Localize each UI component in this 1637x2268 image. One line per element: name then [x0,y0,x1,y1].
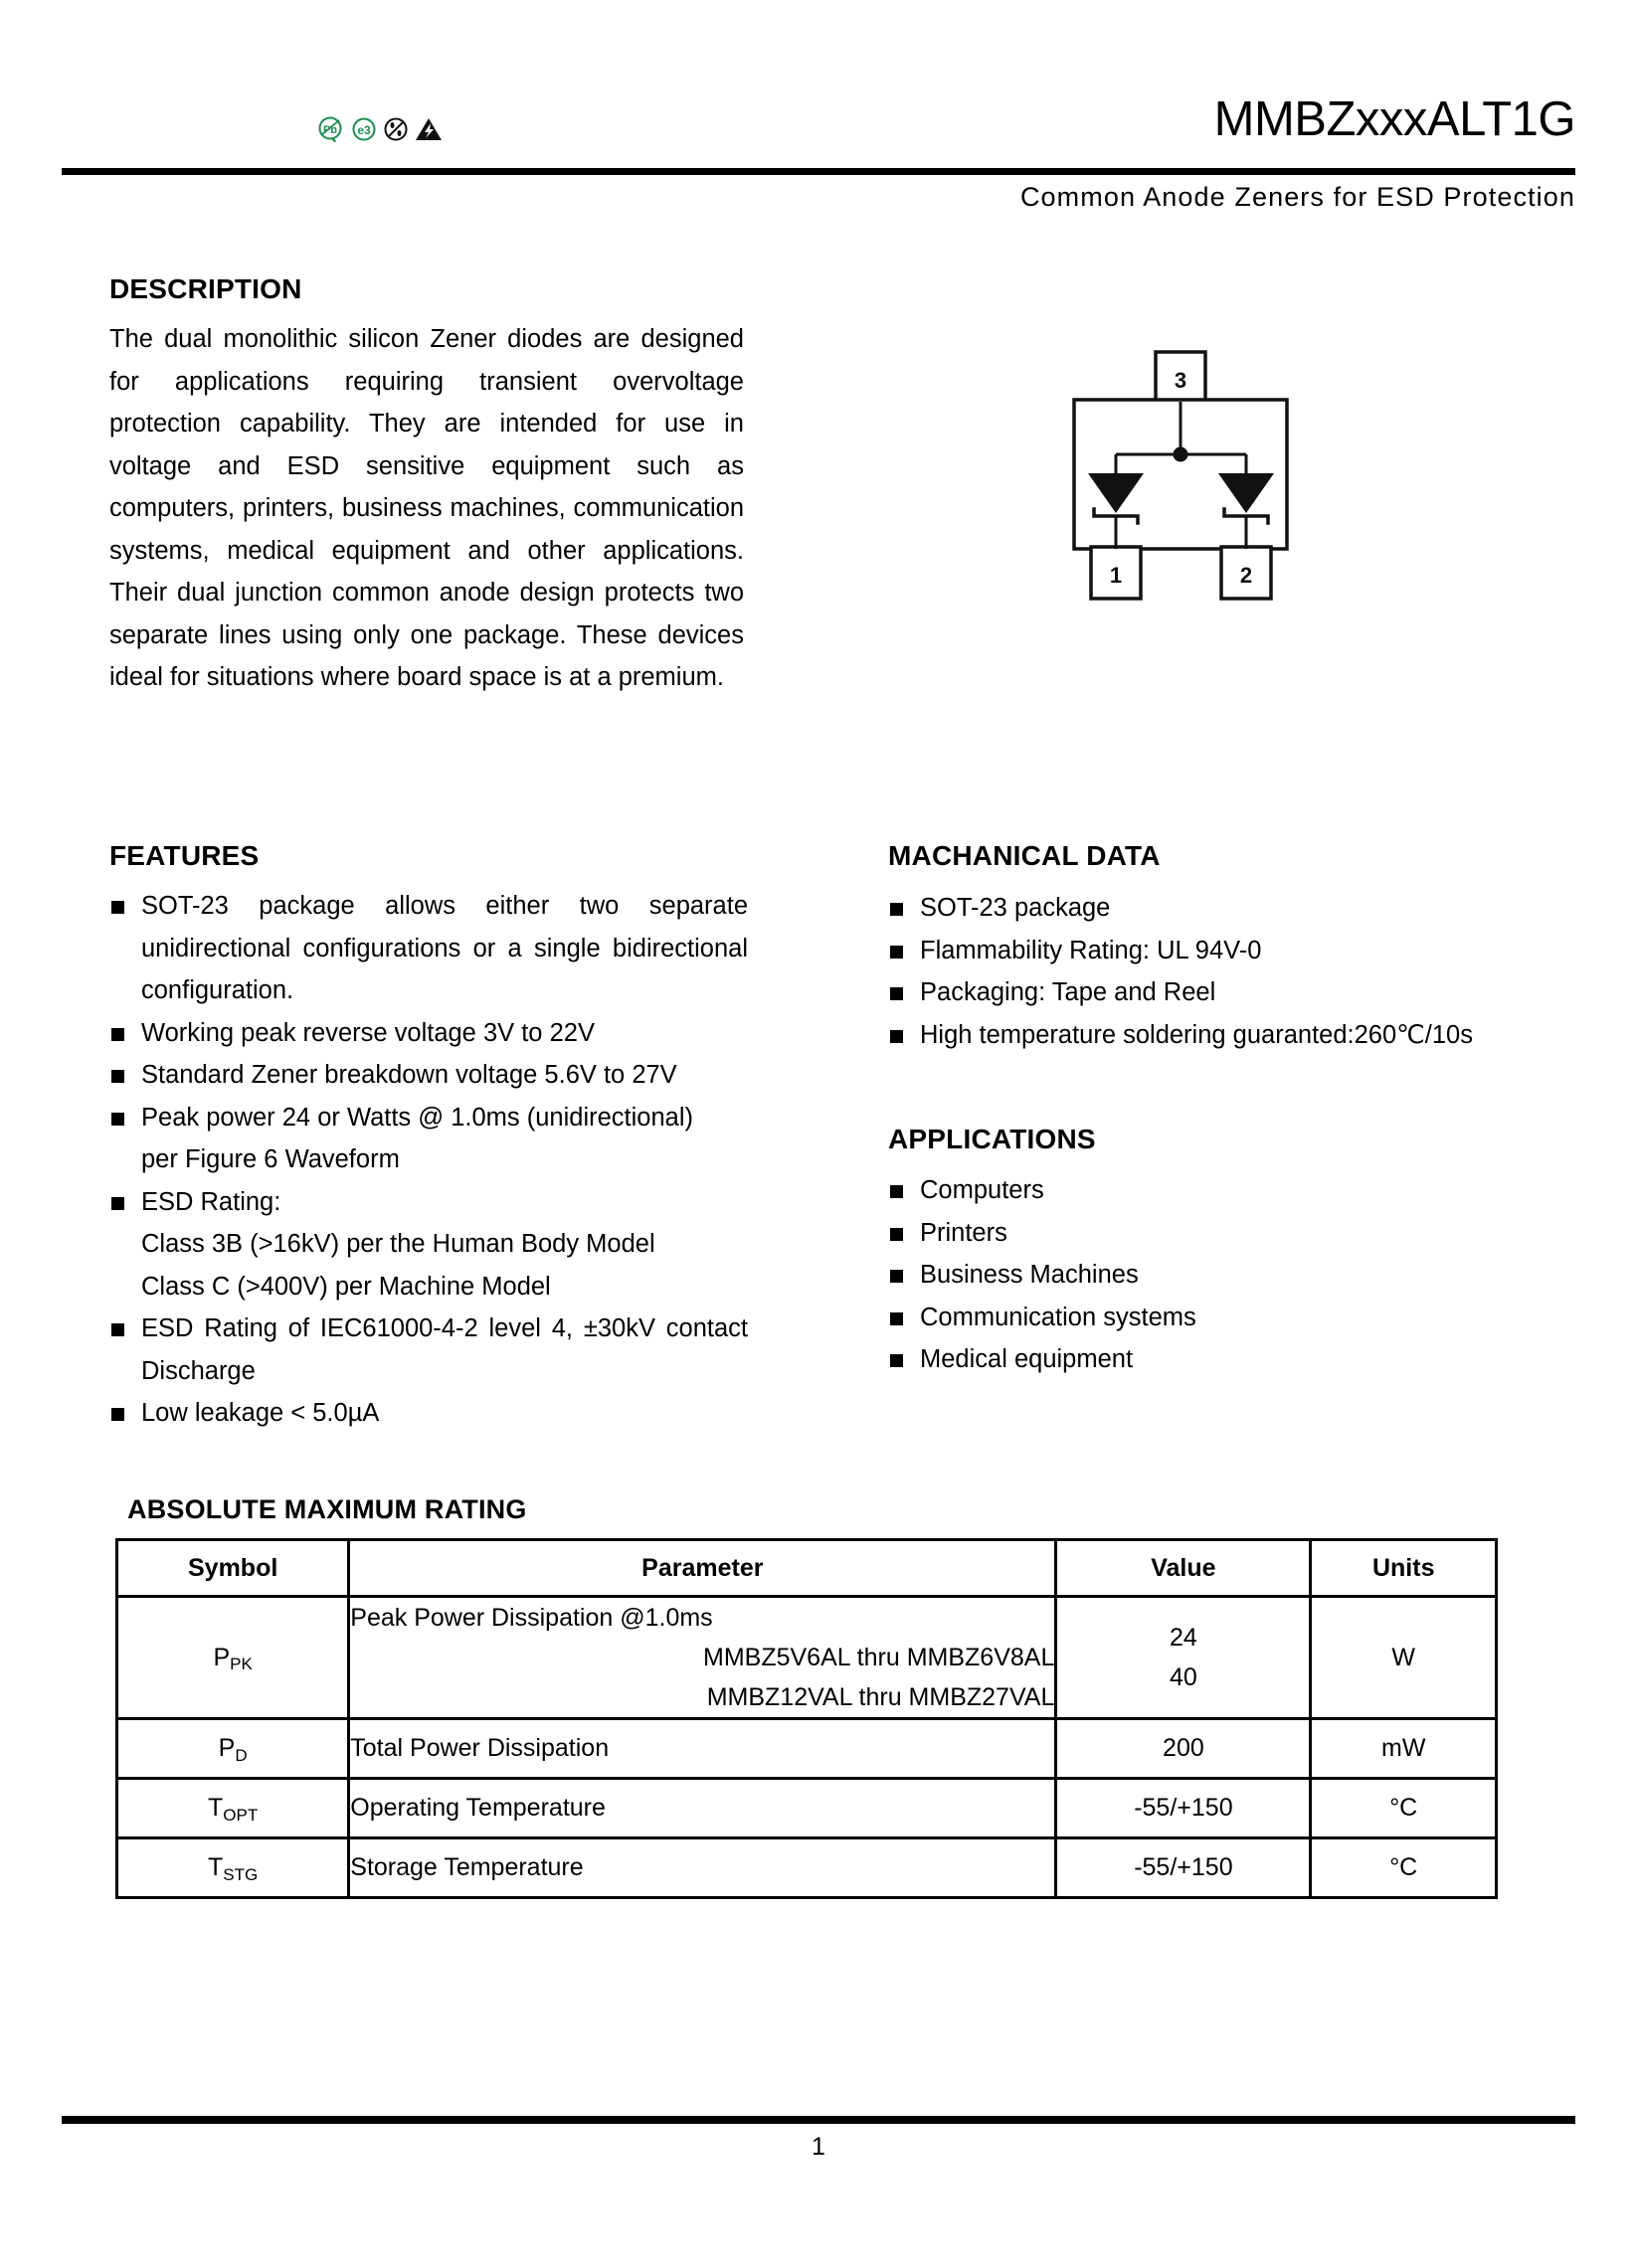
cell-units: W [1311,1597,1497,1719]
footer-divider [62,2116,1575,2124]
bullet-square-icon [890,1354,903,1367]
bullet-square-icon [890,1270,903,1283]
feature-item [109,1181,748,1308]
halogen-free-icon [382,115,410,145]
feature-item-line: Class 3B (>16kV) per the Human Body Model [141,1230,655,1258]
page-number: 1 [812,2133,825,2161]
bullet-square-icon [111,1197,124,1210]
column-header-symbol: Symbol [117,1540,349,1597]
application-item [888,1169,1425,1212]
table-row [117,1779,1497,1838]
application-item-label: Printers [920,1218,1007,1247]
bullet-square-icon [890,946,903,959]
cell-symbol: $P_{PK}$ [117,1597,349,1719]
applications-list [888,1169,1425,1381]
mechanical-item [888,971,1545,1014]
cell-value [1056,1597,1311,1719]
bullet-square-icon [890,987,903,1000]
feature-item [109,1097,748,1181]
cell-units: mW [1311,1719,1497,1779]
mechanical-item-label: SOT-23 package [920,894,1111,922]
header-divider [62,168,1575,175]
mechanical-item [888,887,1545,930]
cell-parameter: Storage Temperature [349,1838,1056,1898]
column-header-value: Value [1056,1540,1311,1597]
pb-free-icon [316,115,346,145]
cell-parameter: Operating Temperature [349,1779,1056,1838]
part-number-title: MMBZxxxALT1G [1213,92,1575,146]
application-item [888,1338,1425,1381]
rating-table-heading: ABSOLUTE MAXIMUM RATING [127,1494,527,1524]
cell-symbol: $T_{OPT}$ [117,1779,349,1838]
application-item-label: Medical equipment [920,1345,1134,1373]
cell-symbol: $T_{STG}$ [117,1838,349,1898]
features-list [109,885,748,1435]
table-row [117,1597,1497,1719]
feature-item-line: Working peak reverse voltage 3V to 22V [141,1018,595,1047]
parameter-line: MMBZ5V6AL thru MMBZ6V8AL [703,1644,1055,1671]
svg-text:e3: e3 [357,123,371,137]
feature-item [109,1012,748,1055]
feature-item [109,1308,748,1392]
application-item [888,1297,1425,1339]
mechanical-item-label: Packaging: Tape and Reel [920,978,1216,1006]
feature-item-line: Standard Zener breakdown voltage 5.6V to 27V [141,1061,677,1089]
column-header-parameter: Parameter [349,1540,1056,1597]
table-row [117,1838,1497,1898]
application-item [888,1254,1425,1297]
feature-item-line: Peak power 24 or Watts @ 1.0ms (unidirectional) [141,1103,693,1132]
cell-parameter: Total Power Dissipation [349,1719,1056,1779]
value-line: 40 [1170,1663,1197,1691]
bullet-square-icon [111,1113,124,1126]
parameter-line: Peak Power Dissipation @1.0ms [350,1604,713,1632]
feature-item [109,885,748,1012]
pin-2-label: 2 [1239,563,1253,588]
mechanical-item-label: High temperature soldering guaranted:260℃/10s [920,1020,1473,1049]
feature-item [109,1392,748,1435]
bullet-square-icon [111,1070,124,1083]
cell-value: -55/+150 [1056,1838,1311,1898]
bullet-square-icon [111,1408,124,1421]
mechanical-item-label: Flammability Rating: UL 94V-0 [920,936,1262,964]
bullet-square-icon [111,1028,124,1041]
application-item-label: Business Machines [920,1261,1139,1289]
compliance-icons [316,115,444,145]
cell-parameter [349,1597,1056,1719]
mechanical-item [888,930,1545,972]
mechanical-data-list [888,887,1545,1056]
svg-text:Pb: Pb [322,124,338,136]
description-text: The dual monolithic silicon Zener diodes are designed for applications requiring transient overvoltage protection capability. They are intended for use in voltage and ESD sensitive equipment such as computers, printers, business machines, communication systems, medical equipment and other applications. Their dual junction common anode design protects two separate lines using only one package. These devices ideal for situations where board space is at a premium. [109,325,744,691]
bullet-square-icon [890,903,903,916]
schematic-diagram [1034,350,1323,618]
pin-3-label: 3 [1174,368,1187,393]
cell-units: °C [1311,1838,1497,1898]
application-item [888,1212,1425,1255]
bullet-square-icon [890,1312,903,1325]
table-row [117,1719,1497,1779]
parameter-line: MMBZ12VAL thru MMBZ27VAL [706,1683,1055,1711]
bullet-square-icon [111,901,124,914]
column-header-units: Units [1311,1540,1497,1597]
bullet-square-icon [890,1185,903,1198]
mechanical-data-heading: MACHANICAL DATA [888,840,1161,871]
bullet-square-icon [111,1323,124,1336]
feature-item-line: ESD Rating: [141,1187,281,1216]
feature-item-line: ESD Rating of IEC61000-4-2 level 4, ±30kV contact Discharge [141,1314,748,1385]
applications-heading: APPLICATIONS [888,1124,1096,1154]
application-item-label: Communication systems [920,1303,1196,1331]
application-item-label: Computers [920,1176,1044,1204]
absolute-maximum-rating-table [115,1538,1498,1899]
value-line: 24 [1170,1624,1197,1652]
feature-item [109,1054,748,1097]
pin-1-label: 1 [1109,563,1123,588]
bullet-square-icon [890,1228,903,1241]
bullet-square-icon [890,1030,903,1043]
feature-item-line: per Figure 6 Waveform [141,1145,400,1173]
feature-item-line: SOT-23 package allows either two separate unidirectional configurations or a single bidirectional configuration. [141,892,748,1004]
cell-value: 200 [1056,1719,1311,1779]
feature-item-line: Class C (>400V) per Machine Model [141,1272,551,1301]
table-header-row [117,1540,1497,1597]
features-heading: FEATURES [109,840,260,871]
description-heading: DESCRIPTION [109,273,302,304]
esd-sensitive-icon [414,115,444,145]
cell-value: -55/+150 [1056,1779,1311,1838]
feature-item-line: Low leakage < 5.0µA [141,1399,380,1427]
e3-icon [350,115,378,145]
mechanical-item [888,1014,1545,1057]
cell-symbol: $P_D$ [117,1719,349,1779]
document-subtitle: Common Anode Zeners for ESD Protection [1019,182,1575,212]
cell-units: °C [1311,1779,1497,1838]
